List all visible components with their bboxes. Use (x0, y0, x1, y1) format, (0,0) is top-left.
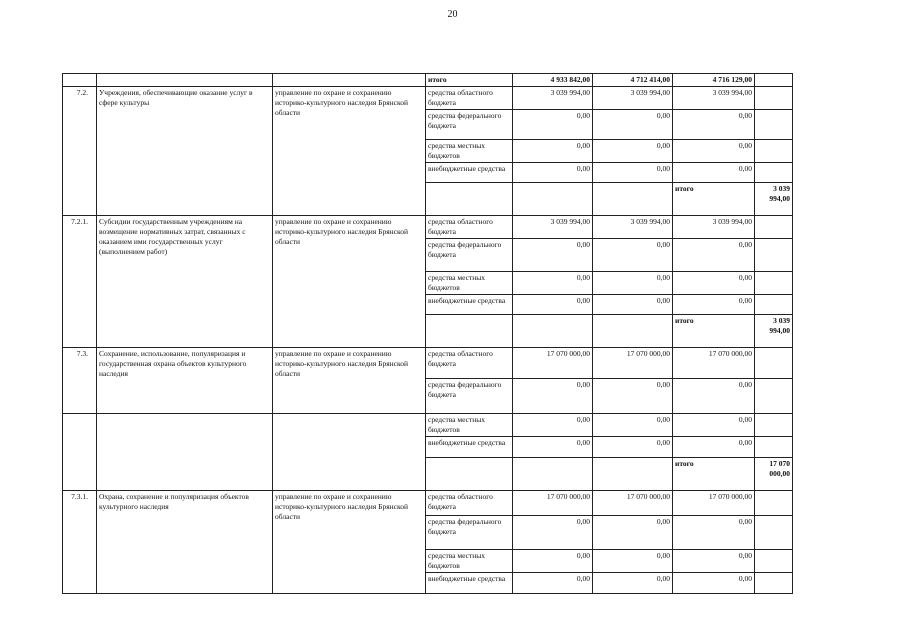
amount-cell: 0,00 (593, 379, 673, 414)
code-cell (63, 74, 97, 87)
budget-table (62, 73, 793, 594)
amount-cell: 0,00 (513, 437, 593, 458)
funding-source-cell: итого (673, 183, 755, 216)
empty-cell (755, 491, 793, 516)
table-row (63, 414, 793, 437)
funding-source-cell: средства местных бюджетов (426, 140, 513, 163)
amount-cell: 0,00 (593, 414, 673, 437)
amount-cell: 17 070 000,00 (593, 348, 673, 379)
name-cell (97, 74, 273, 87)
empty-cell (755, 110, 793, 140)
funding-source-cell: итого (426, 74, 513, 87)
funding-source-cell: внебюджетные средства (426, 163, 513, 183)
amount-cell: 3 039 994,00 (513, 216, 593, 239)
amount-cell: 3 039 994,00 (755, 183, 793, 216)
empty-cell (755, 437, 793, 458)
table-row (63, 348, 793, 379)
amount-cell: 0,00 (593, 573, 673, 594)
funding-source-cell: средства федерального бюджета (426, 516, 513, 550)
amount-cell: 0,00 (593, 516, 673, 550)
amount-cell: 4 933 842,00 (513, 74, 593, 87)
name-cell: Учреждения, обеспечивающие оказание услуг в сфере культуры (97, 87, 273, 216)
empty-cell (755, 573, 793, 594)
funding-source-cell: средства местных бюджетов (426, 550, 513, 573)
page-number: 20 (447, 9, 458, 20)
amount-cell: 0,00 (673, 295, 755, 315)
table-row (63, 491, 793, 516)
code-cell (426, 183, 513, 216)
amount-cell: 0,00 (513, 272, 593, 295)
amount-cell: 0,00 (593, 110, 673, 140)
amount-cell: 0,00 (673, 550, 755, 573)
funding-source-cell: средства областного бюджета (426, 216, 513, 239)
amount-cell: 0,00 (513, 239, 593, 272)
empty-cell (755, 272, 793, 295)
amount-cell: 0,00 (513, 414, 593, 437)
executor-cell (273, 414, 426, 491)
amount-cell: 0,00 (593, 295, 673, 315)
amount-cell: 3 039 994,00 (755, 315, 793, 348)
funding-source-cell: итого (673, 458, 755, 491)
amount-cell: 0,00 (673, 272, 755, 295)
amount-cell: 4 712 414,00 (593, 74, 673, 87)
code-cell (63, 414, 97, 491)
funding-source-cell: средства областного бюджета (426, 348, 513, 379)
executor-cell: управление по охране и сохранению историко-культурного наследия Брянской области (273, 87, 426, 216)
name-cell (513, 458, 593, 491)
budget-table-body (63, 74, 793, 594)
funding-source-cell: внебюджетные средства (426, 573, 513, 594)
amount-cell: 17 070 000,00 (673, 491, 755, 516)
empty-cell (755, 414, 793, 437)
amount-cell: 0,00 (673, 163, 755, 183)
amount-cell: 17 070 000,00 (755, 458, 793, 491)
empty-cell (755, 74, 793, 87)
amount-cell: 0,00 (513, 140, 593, 163)
amount-cell: 0,00 (513, 573, 593, 594)
empty-cell (755, 348, 793, 379)
name-cell (513, 315, 593, 348)
executor-cell (593, 458, 673, 491)
executor-cell: управление по охране и сохранению историко-культурного наследия Брянской области (273, 491, 426, 594)
empty-cell (755, 239, 793, 272)
code-cell: 7.3. (63, 348, 97, 414)
amount-cell: 0,00 (673, 414, 755, 437)
funding-source-cell: средства областного бюджета (426, 87, 513, 110)
code-cell (426, 315, 513, 348)
amount-cell: 4 716 129,00 (673, 74, 755, 87)
amount-cell: 0,00 (593, 272, 673, 295)
amount-cell: 0,00 (673, 140, 755, 163)
name-cell: Сохранение, использование, популяризация и государственная охрана объектов культурного наследия (97, 348, 273, 414)
empty-cell (755, 379, 793, 414)
empty-cell (755, 216, 793, 239)
amount-cell: 0,00 (673, 110, 755, 140)
funding-source-cell: итого (673, 315, 755, 348)
funding-source-cell: средства местных бюджетов (426, 272, 513, 295)
funding-source-cell: средства федерального бюджета (426, 110, 513, 140)
funding-source-cell: средства федерального бюджета (426, 239, 513, 272)
amount-cell: 3 039 994,00 (513, 87, 593, 110)
amount-cell: 17 070 000,00 (513, 491, 593, 516)
name-cell: Субсидии государственным учреждениям на возмещение нормативных затрат, связанных с оказанием ими государственных услуг (выполнением работ) (97, 216, 273, 348)
code-cell: 7.3.1. (63, 491, 97, 594)
table-row (63, 87, 793, 110)
code-cell: 7.2. (63, 87, 97, 216)
empty-cell (755, 163, 793, 183)
funding-source-cell: средства областного бюджета (426, 491, 513, 516)
name-cell: Охрана, сохранение и популяризация объектов культурного наследия (97, 491, 273, 594)
funding-source-cell: внебюджетные средства (426, 295, 513, 315)
executor-cell: управление по охране и сохранению историко-культурного наследия Брянской области (273, 348, 426, 414)
amount-cell: 0,00 (513, 163, 593, 183)
amount-cell: 0,00 (593, 163, 673, 183)
amount-cell: 3 039 994,00 (673, 216, 755, 239)
amount-cell: 17 070 000,00 (513, 348, 593, 379)
amount-cell: 17 070 000,00 (673, 348, 755, 379)
empty-cell (755, 87, 793, 110)
amount-cell: 0,00 (593, 437, 673, 458)
code-cell (426, 458, 513, 491)
empty-cell (755, 550, 793, 573)
empty-cell (755, 516, 793, 550)
amount-cell: 0,00 (593, 140, 673, 163)
amount-cell: 0,00 (673, 516, 755, 550)
amount-cell: 0,00 (593, 239, 673, 272)
amount-cell: 0,00 (593, 550, 673, 573)
amount-cell: 3 039 994,00 (593, 87, 673, 110)
amount-cell: 0,00 (513, 379, 593, 414)
funding-source-cell: средства федерального бюджета (426, 379, 513, 414)
amount-cell: 0,00 (673, 437, 755, 458)
amount-cell: 17 070 000,00 (593, 491, 673, 516)
amount-cell: 0,00 (673, 573, 755, 594)
amount-cell: 0,00 (513, 295, 593, 315)
amount-cell: 0,00 (513, 516, 593, 550)
total-row (63, 74, 793, 87)
amount-cell: 3 039 994,00 (593, 216, 673, 239)
executor-cell: управление по охране и сохранению историко-культурного наследия Брянской области (273, 216, 426, 348)
code-cell: 7.2.1. (63, 216, 97, 348)
executor-cell (593, 183, 673, 216)
executor-cell (273, 74, 426, 87)
amount-cell: 0,00 (513, 110, 593, 140)
name-cell (97, 414, 273, 491)
amount-cell: 0,00 (673, 239, 755, 272)
table-row (63, 216, 793, 239)
amount-cell: 3 039 994,00 (673, 87, 755, 110)
name-cell (513, 183, 593, 216)
empty-cell (755, 295, 793, 315)
executor-cell (593, 315, 673, 348)
empty-cell (755, 140, 793, 163)
amount-cell: 0,00 (513, 550, 593, 573)
funding-source-cell: средства местных бюджетов (426, 414, 513, 437)
funding-source-cell: внебюджетные средства (426, 437, 513, 458)
amount-cell: 0,00 (673, 379, 755, 414)
